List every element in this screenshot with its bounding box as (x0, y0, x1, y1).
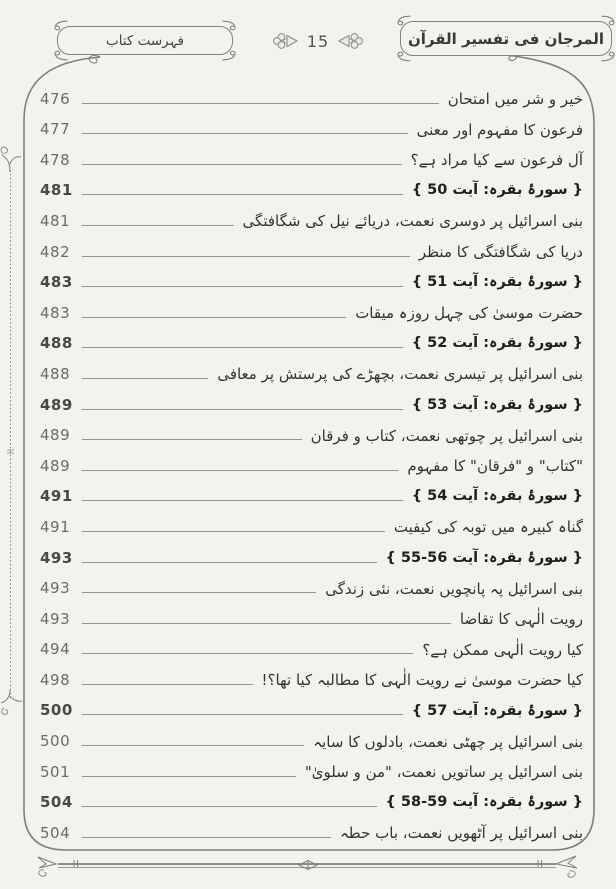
toc-page-number: 483 (40, 273, 73, 292)
toc-page-number: 493 (40, 548, 73, 567)
leader-line (82, 806, 377, 807)
leader-line (82, 500, 403, 501)
toc-row (30, 231, 588, 262)
index-title-cartouche (57, 26, 233, 55)
toc-entry-label: حضرت موسیٰ کی چہل روزہ میقات (355, 304, 583, 323)
toc-entry-label: "کتاب" و "فرقان" کا مفہوم (407, 457, 583, 476)
leader-line (82, 378, 208, 379)
book-title: المرجان فی تفسیر القرآن (407, 29, 605, 48)
toc-section-row (30, 537, 588, 568)
toc-page-number: 500 (40, 701, 73, 720)
toc-page-number: 491 (40, 487, 73, 506)
rule-end-leaf-icon (556, 856, 577, 868)
toc-row (30, 812, 588, 843)
page-number: 15 (306, 31, 330, 51)
toc-row (30, 139, 588, 170)
book-title-cartouche (400, 21, 612, 56)
rule-end-curl-icon (568, 871, 575, 877)
toc-row (30, 629, 588, 660)
leader-line (82, 837, 331, 838)
leader-line (82, 714, 403, 715)
toc-row (30, 109, 588, 140)
toc-row (30, 568, 588, 599)
toc-page-number: 483 (40, 303, 71, 322)
corner-curl-icon (53, 50, 68, 61)
leader-line (82, 592, 316, 593)
toc-row (30, 353, 588, 384)
toc-row (30, 200, 588, 231)
toc-entry-label: { سورۂ بقرہ: آیت 57 } (411, 702, 583, 719)
toc-entry-label: بنی اسرائیل پر آٹھویں نعمت، باب حطہ (340, 824, 583, 843)
toc-entry-label: بنی اسرائیل پر ساتویں نعمت، "من و سلویٰ" (304, 763, 583, 782)
leader-line (82, 776, 296, 777)
toc-entry-label: فرعون کا مفہوم اور معنی (416, 120, 583, 139)
toc-row (30, 445, 588, 476)
toc-page-number: 488 (40, 334, 73, 353)
corner-curl-icon (601, 15, 616, 26)
toc-row (30, 506, 588, 537)
toc-entry-label: بنی اسرائیل پر دوسری نعمت، دریائے نیل کی شگافتگی (242, 212, 583, 231)
toc-row (30, 415, 588, 446)
toc-row (30, 751, 588, 782)
toc-section-row (30, 690, 588, 721)
toc-page-number: 481 (40, 211, 71, 230)
toc-row (30, 292, 588, 323)
toc-page-number: 478 (40, 150, 71, 169)
toc-row (30, 720, 588, 751)
toc-row (30, 659, 588, 690)
leader-line (82, 225, 234, 226)
toc-section-row (30, 170, 588, 201)
corner-curl-icon (601, 51, 616, 62)
rule-center-knot-icon (299, 861, 317, 870)
toc-page-number: 501 (40, 762, 71, 781)
toc-entry-label: { سورۂ بقرہ: آیت 59-58 } (385, 794, 583, 811)
toc-list (30, 78, 588, 843)
leader-line (82, 194, 403, 195)
leader-line (82, 653, 413, 654)
corner-curl-icon (396, 51, 411, 62)
leader-line (82, 470, 398, 471)
toc-entry-label: کیا حضرت موسیٰ نے رویت الٰہی کا مطالبہ کیا تھا؟! (261, 671, 583, 690)
corner-curl-icon (396, 15, 411, 26)
toc-page-number: 489 (40, 456, 71, 475)
leader-line (82, 256, 410, 257)
toc-page-number: 504 (40, 823, 71, 842)
leader-line (82, 164, 402, 165)
toc-section-row (30, 323, 588, 354)
toc-entry-label: رویت الٰہی کا تقاضا (459, 610, 583, 629)
toc-entry-label: بنی اسرائیل پر تیسری نعمت، بچھڑے کی پرستش پر معافی (217, 365, 583, 384)
page-number-block (262, 29, 374, 53)
bottom-rule (38, 856, 577, 877)
toc-page-number: 494 (40, 640, 71, 659)
toc-entry-label: { سورۂ بقرہ: آیت 51 } (411, 274, 583, 291)
toc-entry-label: بنی اسرائیل پر چھٹی نعمت، بادلوں کا سایہ (313, 732, 583, 751)
leader-line (82, 623, 451, 624)
toc-row (30, 598, 588, 629)
leader-line (82, 286, 403, 287)
toc-section-row (30, 384, 588, 415)
toc-entry-label: آل فرعون سے کیا مراد ہے؟ (410, 151, 583, 170)
corner-curl-icon (53, 20, 68, 31)
rule-end-leaf-icon (38, 857, 56, 868)
frame-flourish-icon (89, 56, 100, 64)
toc-page-number: 491 (40, 517, 71, 536)
leader-line (82, 409, 403, 410)
toc-section-row (30, 262, 588, 293)
toc-entry-label: گناہ کبیرہ میں توبہ کی کیفیت (393, 518, 583, 537)
leader-line (82, 562, 377, 563)
toc-page-number: 482 (40, 242, 71, 261)
leaf-sprig-icon (1, 690, 22, 714)
toc-entry-label: { سورۂ بقرہ: آیت 53 } (411, 396, 583, 413)
leader-line (82, 347, 403, 348)
leader-line (82, 317, 346, 318)
leader-line (82, 745, 304, 746)
toc-page-number: 498 (40, 670, 71, 689)
toc-entry-label: کیا رویت الٰہی ممکن ہے؟ (422, 640, 583, 659)
toc-page-number: 489 (40, 426, 71, 445)
toc-page-number: 488 (40, 364, 71, 383)
toc-entry-label: { سورۂ بقرہ: آیت 50 } (411, 182, 583, 199)
leader-line (82, 103, 439, 104)
toc-entry-label: بنی اسرائیل پہ پانچویں نعمت، نئی زندگی (325, 579, 583, 598)
toc-page-number: 477 (40, 120, 71, 139)
toc-page-number: 489 (40, 395, 73, 414)
corner-curl-icon (222, 50, 237, 61)
toc-entry-label: بنی اسرائیل پر چوتھی نعمت، کتاب و فرقان (310, 426, 583, 445)
toc-page-number: 493 (40, 579, 71, 598)
leaf-sprig-icon (1, 147, 21, 172)
leader-line (82, 133, 408, 134)
leader-line (82, 684, 253, 685)
toc-section-row (30, 782, 588, 813)
toc-section-row (30, 476, 588, 507)
index-title: فہرست کتاب (106, 32, 184, 49)
toc-entry-label: { سورۂ بقرہ: آیت 54 } (411, 488, 583, 505)
leader-line (82, 531, 385, 532)
toc-page-number: 493 (40, 609, 71, 628)
rail-tick-icon (7, 450, 14, 453)
toc-page-number: 504 (40, 793, 73, 812)
toc-entry-label: { سورۂ بقرہ: آیت 56-55 } (385, 549, 583, 566)
toc-page-number: 476 (40, 89, 71, 108)
toc-page-number: 500 (40, 732, 71, 751)
floral-knot-right-icon (338, 32, 364, 50)
toc-entry-label: { سورۂ بقرہ: آیت 52 } (411, 335, 583, 352)
rule-end-curl-icon (39, 870, 46, 876)
corner-curl-icon (222, 20, 237, 31)
left-margin-rail (1, 147, 22, 714)
toc-entry-label: خیر و شر میں امتحان (447, 90, 583, 109)
toc-page-number: 481 (40, 181, 73, 200)
toc-entry-label: دریا کی شگافتگی کا منظر (418, 243, 583, 262)
toc-row (30, 78, 588, 109)
leader-line (82, 439, 302, 440)
floral-knot-left-icon (272, 32, 298, 50)
